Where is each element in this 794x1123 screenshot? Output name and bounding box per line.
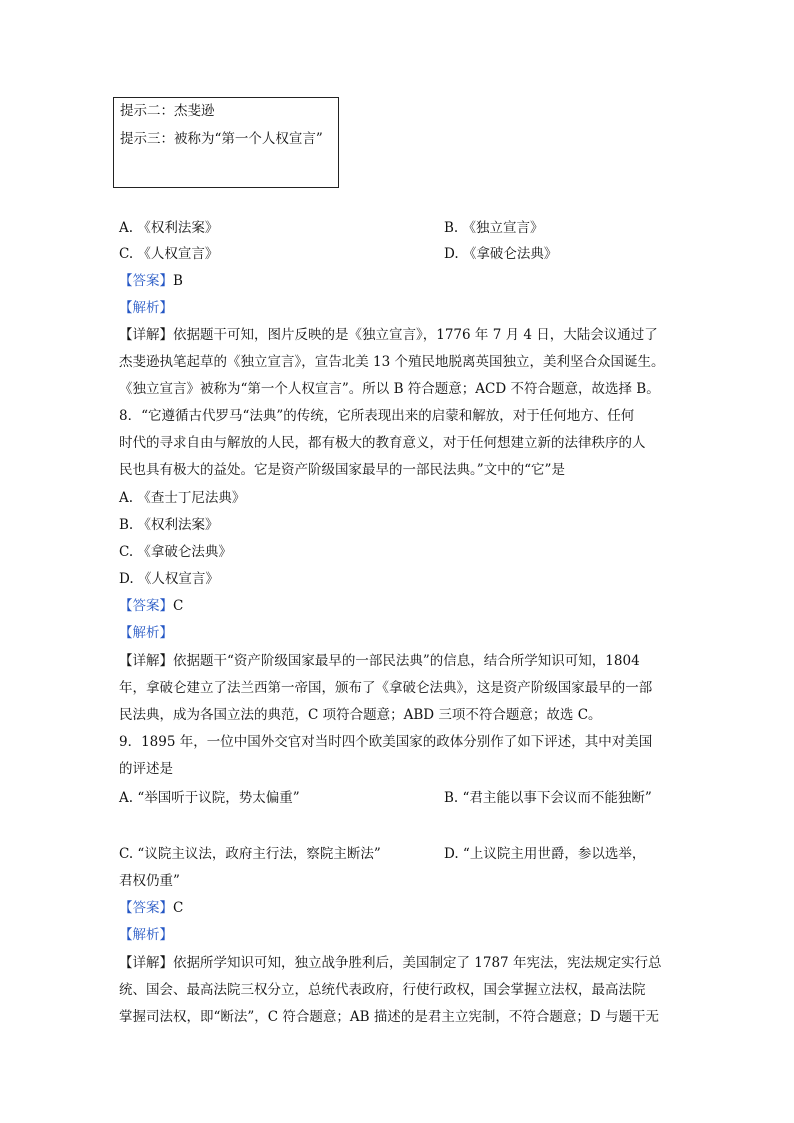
q7-detail-line bbox=[119, 326, 658, 344]
q9-option-d: D. “上议院主用世爵，参以选举， bbox=[444, 846, 646, 862]
q9-answer bbox=[119, 899, 183, 917]
answer-tag: 【答案】 bbox=[119, 273, 173, 289]
answer-tag: 【答案】 bbox=[119, 900, 173, 916]
detail-tag: 【详解】 bbox=[119, 955, 173, 971]
q8-stem-line: 民也具有极大的益处。它是资产阶级国家最早的一部民法典。”文中的“它”是 bbox=[119, 462, 565, 478]
q7-analysis-tag: 【解析】 bbox=[119, 300, 173, 316]
q9-detail-line bbox=[119, 954, 661, 972]
q7-option-d: D. 《拿破仑法典》 bbox=[444, 246, 558, 262]
q8-option-b: B. 《权利法案》 bbox=[119, 517, 219, 533]
q9-detail-line: 掌握司法权，即“断法”，C 符合题意；AB 描述的是君主立宪制，不符合题意；D 与题干无 bbox=[119, 1009, 659, 1025]
hint-box bbox=[113, 97, 339, 188]
detail-text: 依据题干可知，图片反映的是《独立宣言》，1776 年 7 月 4 日，大陆会议通过了 bbox=[173, 327, 658, 343]
q7-option-b: B. 《独立宣言》 bbox=[444, 220, 544, 236]
q8-detail-line: 民法典，成为各国立法的典范，C 项符合题意；ABD 三项不符合题意；故选 C。 bbox=[119, 707, 602, 723]
detail-text: 依据题干“资产阶级国家最早的一部民法典”的信息，结合所学知识可知，1804 bbox=[173, 653, 640, 669]
q9-stem-line: 的评述是 bbox=[119, 761, 173, 777]
q7-option-a: A. 《权利法案》 bbox=[119, 220, 219, 236]
q9-stem-line: 9．1895 年，一位中国外交官对当时四个欧美国家的政体分别作了如下评述，其中对美国 bbox=[119, 734, 653, 750]
q7-answer bbox=[119, 272, 183, 290]
q8-stem-line: 8．“它遵循古代罗马“法典”的传统，它所表现出来的启蒙和解放，对于任何地方、任何 bbox=[119, 408, 635, 424]
q9-analysis-tag: 【解析】 bbox=[119, 927, 173, 943]
detail-tag: 【详解】 bbox=[119, 327, 173, 343]
hint-line: 提示三：被称为“第一个人权宣言” bbox=[120, 131, 323, 147]
q7-detail-line: 杰斐逊执笔起草的《独立宣言》，宣告北美 13 个殖民地脱离英国独立，美利坚合众国诞生。 bbox=[119, 354, 665, 370]
q8-option-d: D. 《人权宣言》 bbox=[119, 571, 219, 587]
answer-value: B bbox=[173, 273, 183, 289]
hint-line: 提示二：杰斐逊 bbox=[120, 103, 215, 119]
q9-option-d-cont: 君权仍重” bbox=[119, 873, 180, 889]
q9-option-b: B. “君主能以事下会议而不能独断” bbox=[444, 790, 652, 806]
answer-value: C bbox=[173, 900, 184, 916]
q8-detail-line: 年，拿破仑建立了法兰西第一帝国，颁布了《拿破仑法典》，这是资产阶级国家最早的一部 bbox=[119, 680, 653, 696]
q9-option-a: A. “举国听于议院，势太偏重” bbox=[119, 790, 300, 806]
q8-stem-line: 时代的寻求自由与解放的人民，都有极大的教育意义，对于任何想建立新的法律秩序的人 bbox=[119, 435, 646, 451]
answer-value: C bbox=[173, 598, 184, 614]
q7-detail-line: 《独立宣言》被称为“第一个人权宣言”。所以 B 符合题意；ACD 不符合题意，故选择 B。 bbox=[119, 381, 660, 397]
q7-option-c: C. 《人权宣言》 bbox=[119, 246, 219, 262]
q9-option-c: C. “议院主议法，政府主行法，察院主断法” bbox=[119, 846, 381, 862]
answer-tag: 【答案】 bbox=[119, 598, 173, 614]
q8-detail-line bbox=[119, 652, 640, 670]
detail-tag: 【详解】 bbox=[119, 653, 173, 669]
detail-text: 依据所学知识可知，独立战争胜利后，美国制定了 1787 年宪法，宪法规定实行总 bbox=[173, 955, 662, 971]
q8-answer bbox=[119, 597, 183, 615]
q8-analysis-tag: 【解析】 bbox=[119, 625, 173, 641]
q8-option-c: C. 《拿破仑法典》 bbox=[119, 544, 232, 560]
q9-detail-line: 统、国会、最高法院三权分立，总统代表政府，行使行政权，国会掌握立法权，最高法院 bbox=[119, 982, 646, 998]
q8-option-a: A. 《查士丁尼法典》 bbox=[119, 490, 246, 506]
